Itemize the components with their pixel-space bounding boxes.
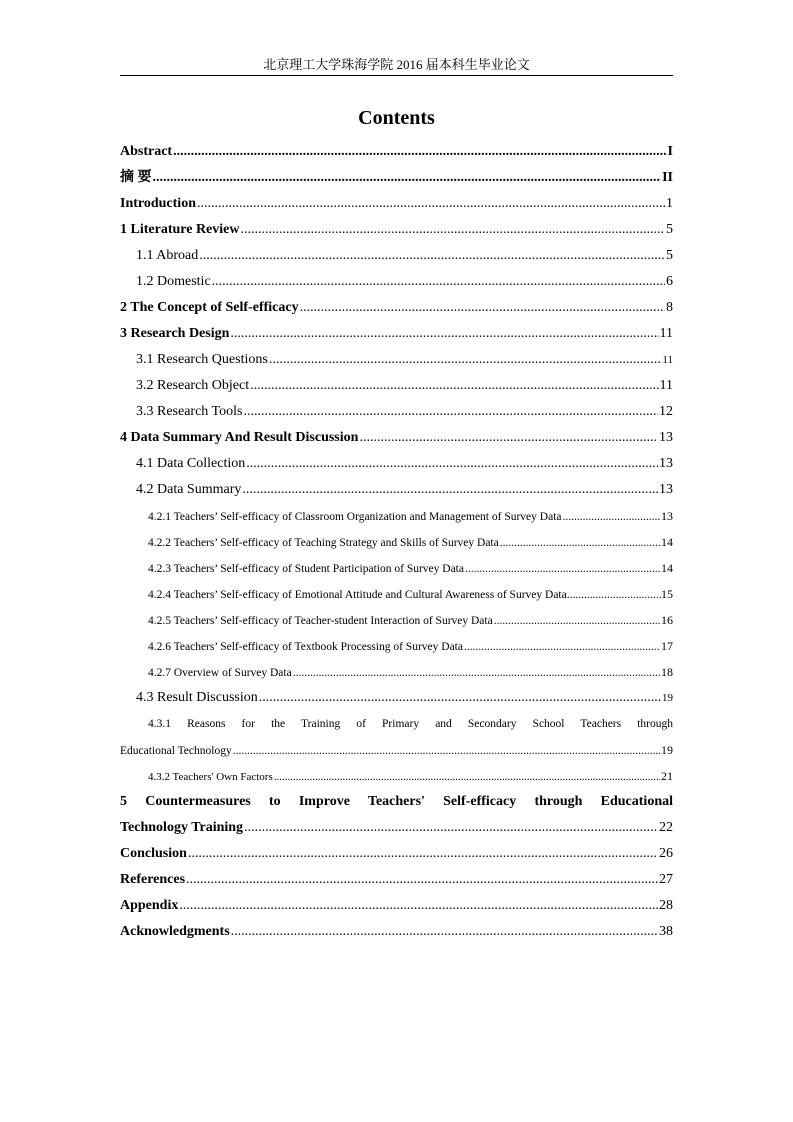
dot-leader xyxy=(562,504,660,530)
toc-label: Educational Technology xyxy=(120,745,232,757)
toc-page-number: 38 xyxy=(659,924,673,939)
toc-page-number: 19 xyxy=(662,692,673,704)
dot-leader xyxy=(293,660,660,686)
toc-label: 1 Literature Review xyxy=(120,222,240,237)
table-of-contents xyxy=(120,139,673,945)
toc-page-number: 13 xyxy=(661,509,673,523)
toc-page-number: 19 xyxy=(661,743,673,757)
toc-entry-concept-self-efficacy[interactable] xyxy=(120,295,673,321)
dot-leader xyxy=(153,165,662,191)
dot-leader xyxy=(231,919,658,945)
dot-leader xyxy=(567,582,661,608)
toc-entry-data-summary-result-discussion[interactable] xyxy=(120,425,673,451)
toc-label: 4.2.6 Teachers’ Self-efficacy of Textbook Processing of Survey Data xyxy=(148,641,463,653)
dot-leader xyxy=(250,373,658,399)
toc-page-number: 22 xyxy=(659,820,673,835)
page-header: 北京理工大学珠海学院 2016 届本科生毕业论文 xyxy=(263,57,530,72)
toc-label: 4.3 Result Discussion xyxy=(136,690,258,705)
toc-entry-4-3-1[interactable] xyxy=(120,737,673,763)
toc-entry-4-2-3[interactable] xyxy=(120,555,673,581)
toc-entry-result-discussion[interactable] xyxy=(120,685,673,711)
dot-leader xyxy=(494,608,660,634)
toc-page-number: 5 xyxy=(666,222,673,237)
toc-label: 4 Data Summary And Result Discussion xyxy=(120,430,359,445)
toc-label: 3.2 Research Object xyxy=(136,378,250,393)
toc-entry-research-questions[interactable] xyxy=(120,347,673,373)
dot-leader xyxy=(464,634,660,660)
toc-label: 4.2.4 Teachers’ Self-efficacy of Emotional Attitude and Cultural Awareness of Survey Data xyxy=(148,589,567,601)
toc-page-number: 11 xyxy=(659,326,673,341)
toc-entry-4-2-7[interactable] xyxy=(120,659,673,685)
toc-page-number: 26 xyxy=(659,846,673,861)
toc-label: 4.2.2 Teachers’ Self-efficacy of Teaching Strategy and Skills of Survey Data xyxy=(148,537,499,549)
toc-page-number: 13 xyxy=(659,482,673,497)
dot-leader xyxy=(233,738,660,764)
toc-entry-countermeasures[interactable] xyxy=(120,815,673,841)
toc-entry-research-object[interactable] xyxy=(120,373,673,399)
toc-label: Acknowledgments xyxy=(120,924,230,939)
dot-leader xyxy=(199,243,665,269)
toc-page-number: 12 xyxy=(659,404,673,419)
dot-leader xyxy=(188,841,658,867)
toc-entry-research-tools[interactable] xyxy=(120,399,673,425)
toc-entry-research-design[interactable] xyxy=(120,321,673,347)
toc-entry-data-summary[interactable] xyxy=(120,477,673,503)
toc-page-number: I xyxy=(667,144,673,159)
toc-label: Introduction xyxy=(120,196,196,211)
toc-page-number: 11 xyxy=(662,354,673,366)
toc-entry-4-2-5[interactable] xyxy=(120,607,673,633)
toc-entry-conclusion[interactable] xyxy=(120,841,673,867)
toc-label: Appendix xyxy=(120,898,179,913)
toc-entry-domestic[interactable] xyxy=(120,269,673,295)
toc-page-number: 5 xyxy=(666,248,673,263)
toc-entry-abroad[interactable] xyxy=(120,243,673,269)
toc-page-number: 11 xyxy=(659,378,673,393)
toc-entry-abstract[interactable] xyxy=(120,139,673,165)
toc-entry-literature-review[interactable] xyxy=(120,217,673,243)
toc-page-number: 18 xyxy=(661,665,673,679)
dot-leader xyxy=(173,139,666,165)
toc-entry-references[interactable] xyxy=(120,867,673,893)
toc-entry-4-3-2[interactable] xyxy=(120,763,673,789)
toc-label: 4.2.3 Teachers’ Self-efficacy of Student Participation of Survey Data xyxy=(148,563,464,575)
toc-entry-4-2-1[interactable] xyxy=(120,503,673,529)
dot-leader xyxy=(197,191,665,217)
toc-label: 4.2.7 Overview of Survey Data xyxy=(148,667,292,679)
toc-label: 3.1 Research Questions xyxy=(136,352,268,367)
toc-entry-4-2-2[interactable] xyxy=(120,529,673,555)
toc-label: 2 The Concept of Self-efficacy xyxy=(120,300,299,315)
toc-label: 3.3 Research Tools xyxy=(136,404,243,419)
toc-entry-4-2-6[interactable] xyxy=(120,633,673,659)
toc-entry-zhaiyao[interactable] xyxy=(120,165,673,191)
dot-leader xyxy=(243,399,658,425)
toc-page-number: 15 xyxy=(661,587,673,601)
toc-label: 3 Research Design xyxy=(120,326,230,341)
toc-label: 1.1 Abroad xyxy=(136,248,199,263)
toc-page-number: 13 xyxy=(659,456,673,471)
toc-label: 4.2.1 Teachers’ Self-efficacy of Classroom Organization and Management of Survey Data xyxy=(148,511,562,523)
dot-leader xyxy=(300,295,665,321)
toc-label: Conclusion xyxy=(120,846,187,861)
toc-label: Technology Training xyxy=(120,820,244,835)
dot-leader xyxy=(269,347,662,373)
toc-label: 4.1 Data Collection xyxy=(136,456,246,471)
dot-leader xyxy=(230,321,658,347)
toc-entry-acknowledgments[interactable] xyxy=(120,919,673,945)
dot-leader xyxy=(465,556,660,582)
dot-leader xyxy=(242,477,658,503)
dot-leader xyxy=(359,425,658,451)
toc-page-number: 28 xyxy=(659,898,673,913)
toc-page-number: 6 xyxy=(666,274,673,289)
dot-leader xyxy=(179,893,658,919)
dot-leader xyxy=(274,764,660,790)
toc-page-number: 16 xyxy=(661,613,673,627)
header-rule xyxy=(120,75,673,76)
toc-page-number: 1 xyxy=(666,196,673,211)
dot-leader xyxy=(240,217,665,243)
toc-entry-appendix[interactable] xyxy=(120,893,673,919)
toc-label: 4.2 Data Summary xyxy=(136,482,242,497)
toc-page-number: 14 xyxy=(661,535,673,549)
page-title: Contents xyxy=(358,107,435,129)
toc-label: Abstract xyxy=(120,144,173,159)
dot-leader xyxy=(212,269,665,295)
dot-leader xyxy=(500,530,660,556)
toc-page-number: 13 xyxy=(659,430,673,445)
toc-label: 4.3.2 Teachers' Own Factors xyxy=(148,771,273,783)
toc-label: 摘 要 xyxy=(120,170,152,185)
toc-label: 4.2.5 Teachers’ Self-efficacy of Teacher-student Interaction of Survey Data xyxy=(148,615,493,627)
dot-leader xyxy=(259,685,661,711)
toc-page-number: 21 xyxy=(661,769,673,783)
toc-entry-data-collection[interactable] xyxy=(120,451,673,477)
toc-label: 1.2 Domestic xyxy=(136,274,211,289)
toc-entry-introduction[interactable] xyxy=(120,191,673,217)
toc-entry-countermeasures-line1[interactable]: 5 Countermeasures to Improve Teachers' Self-efficacy through Educational xyxy=(120,794,673,809)
toc-page-number: 14 xyxy=(661,561,673,575)
toc-page-number: 8 xyxy=(666,300,673,315)
toc-entry-4-2-4[interactable] xyxy=(120,581,673,607)
toc-label: References xyxy=(120,872,186,887)
dot-leader xyxy=(186,867,658,893)
toc-page-number: II xyxy=(662,170,673,185)
dot-leader xyxy=(244,815,658,841)
toc-page-number: 27 xyxy=(659,872,673,887)
toc-page-number: 17 xyxy=(661,639,673,653)
toc-entry-4-3-1-line1[interactable]: 4.3.1 Reasons for the Training of Primary and Secondary School Teachers through xyxy=(148,718,673,730)
dot-leader xyxy=(246,451,658,477)
